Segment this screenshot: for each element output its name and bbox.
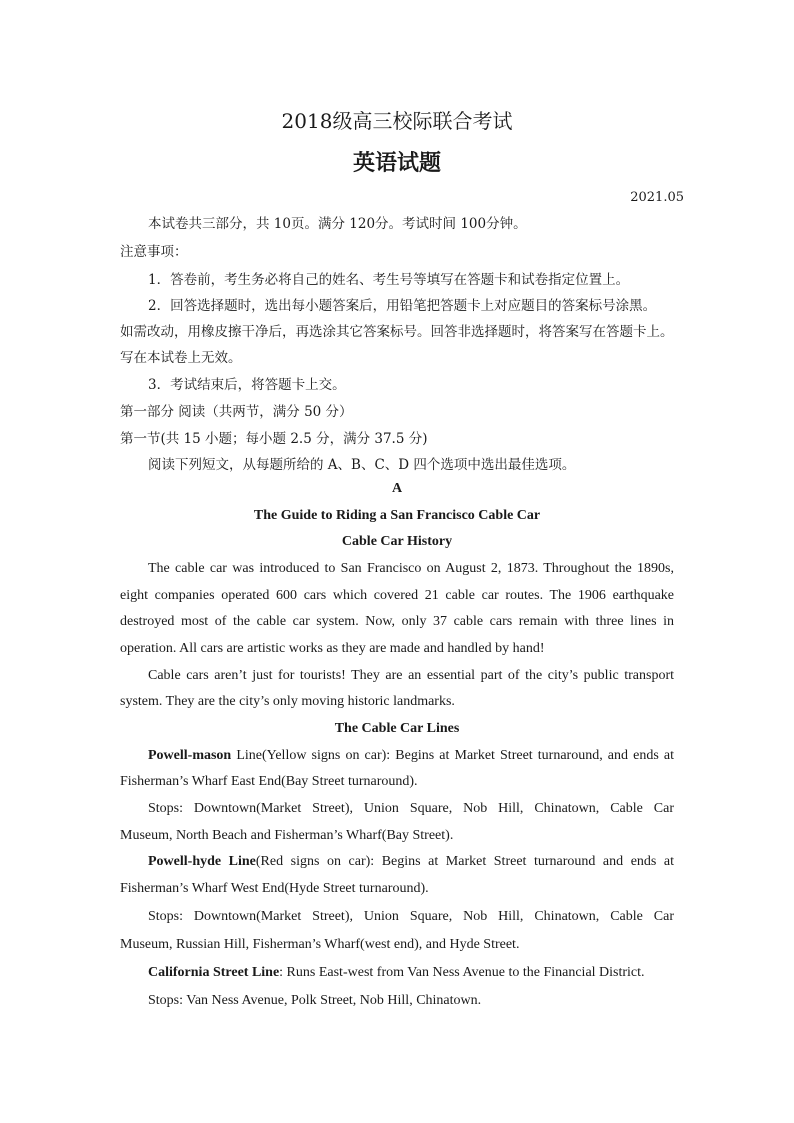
powell-mason-line1 [148, 748, 674, 764]
powell-hyde-stops-line2: Museum, Russian Hill, Fisherman’s Wharf(west end), and Hyde Street. [120, 937, 520, 952]
powell-mason-line2: Fisherman’s Wharf East End(Bay Street turnaround). [120, 774, 418, 789]
california-desc: : Runs East-west from Van Ness Avenue to the Financial District. [279, 965, 645, 980]
exam-subtitle: 英语试题 [352, 150, 441, 176]
powell-hyde-stops-line1: Stops: Downtown(Market Street), Union Square, Nob Hill, Chinatown, Cable Car [148, 909, 674, 924]
history-p1-line2: eight companies operated 600 cars which covered 21 cable car routes. The 1906 earthquake [120, 588, 674, 603]
history-p2-line1: Cable cars aren’t just for tourists! They are an essential part of the city’s public transport [148, 668, 674, 683]
history-p2-line2: system. They are the city’s only moving historic landmarks. [120, 694, 455, 709]
exam-date: 2021.05 [630, 190, 684, 205]
notice-item-2-line3: 写在本试卷上无效。 [120, 350, 242, 366]
powell-hyde-line2: Fisherman’s Wharf West End(Hyde Street turnaround). [120, 881, 429, 896]
powell-hyde-desc: (Red signs on car): Begins at Market Street turnaround and ends at [255, 854, 675, 869]
notice-item-2-line2: 如需改动，用橡皮擦干净后，再选涂其它答案标号。回答非选择题时，将答案写在答题卡上。 [120, 324, 674, 340]
lines-heading: The Cable Car Lines [334, 721, 460, 736]
exam-intro: 本试卷共三部分，共 10页。满分 120分。考试时间 100分钟。 [148, 216, 527, 232]
powell-mason-desc: Line(Yellow signs on car): Begins at Market Street turnaround, and ends at [231, 748, 674, 763]
exam-title: 2018级高三校际联合考试 [281, 109, 513, 133]
passage-letter: A [391, 481, 403, 496]
powell-mason-stops-line2: Museum, North Beach and Fisherman’s Wharf(Bay Street). [120, 828, 454, 843]
history-p1-line4: operation. All cars are artistic works as they are made and handled by hand! [120, 641, 545, 656]
california-line [148, 965, 645, 981]
powell-hyde-line1 [148, 854, 674, 870]
powell-mason-name: Powell-mason [148, 748, 232, 763]
part1-heading: 第一部分 阅读（共两节，满分 50 分） [120, 404, 353, 420]
powell-hyde-name: Powell-hyde Line [148, 854, 256, 869]
notice-item-3: 3．考试结束后，将答题卡上交。 [148, 377, 346, 393]
history-p1-line3: destroyed most of the cable car system. Now, only 37 cable cars remain with three lines in [120, 614, 674, 629]
california-name: California Street Line [148, 965, 280, 980]
passage-title: The Guide to Riding a San Francisco Cable Car [253, 508, 541, 523]
notice-heading: 注意事项： [120, 244, 188, 260]
powell-mason-stops-line1: Stops: Downtown(Market Street), Union Square, Nob Hill, Chinatown, Cable Car [148, 801, 674, 816]
section1-direction: 阅读下列短文，从每题所给的 A、B、C、D 四个选项中选出最佳选项。 [148, 457, 576, 473]
section1-heading: 第一节(共 15 小题；每小题 2.5 分，满分 37.5 分) [120, 431, 428, 447]
history-p1-line1: The cable car was introduced to San Francisco on August 2, 1873. Throughout the 1890s, [148, 561, 674, 576]
california-stops: Stops: Van Ness Avenue, Polk Street, Nob Hill, Chinatown. [148, 993, 482, 1008]
notice-item-2-line1: 2．回答选择题时，选出每小题答案后，用铅笔把答题卡上对应题目的答案标号涂黑。 [148, 298, 657, 314]
history-heading: Cable Car History [341, 534, 453, 549]
notice-item-1: 1．答卷前，考生务必将自己的姓名、考生号等填写在答题卡和试卷指定位置上。 [148, 272, 630, 288]
